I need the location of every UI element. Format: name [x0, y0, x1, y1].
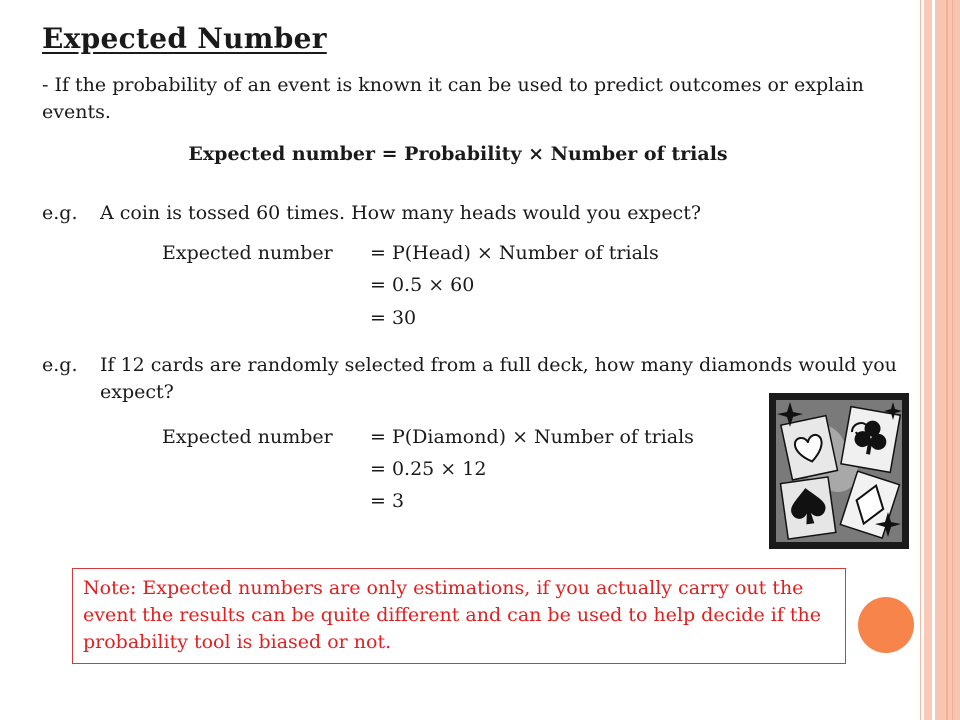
- expected-number-label: Expected number: [162, 426, 333, 448]
- expected-number-label: Expected number: [162, 242, 333, 264]
- playing-cards-clipart-icon: [768, 392, 910, 550]
- working-line: = 0.25 × 12: [370, 458, 487, 480]
- example-1-question: [42, 200, 892, 230]
- working-line: = P(Diamond) × Number of trials: [370, 426, 694, 448]
- note-box: Note: Expected numbers are only estimations, if you actually carry out the event the results can be quite different and can be used to help decide if the probability tool is biased or not.: [72, 568, 846, 664]
- page-title: Expected Number: [42, 22, 327, 55]
- question-text: If 12 cards are randomly selected from a full deck, how many diamonds would you expect?: [100, 354, 897, 403]
- working-line: = 30: [370, 307, 417, 329]
- example-tag: e.g.: [42, 354, 78, 376]
- decorative-stripe: [952, 0, 953, 720]
- formula: Expected number = Probability × Number of trials: [188, 143, 728, 165]
- accent-circle: [858, 597, 914, 653]
- working-line: = 0.5 × 60: [370, 274, 475, 296]
- intro-text: - If the probability of an event is known it can be used to predict outcomes or explain events.: [42, 74, 864, 123]
- decorative-stripe: [946, 0, 948, 720]
- question-text: A coin is tossed 60 times. How many heads would you expect?: [100, 202, 702, 224]
- working-line: = P(Head) × Number of trials: [370, 242, 659, 264]
- decorative-stripe: [924, 0, 932, 720]
- working-line: = 3: [370, 490, 405, 512]
- example-tag: e.g.: [42, 202, 78, 224]
- decorative-stripe: [920, 0, 921, 720]
